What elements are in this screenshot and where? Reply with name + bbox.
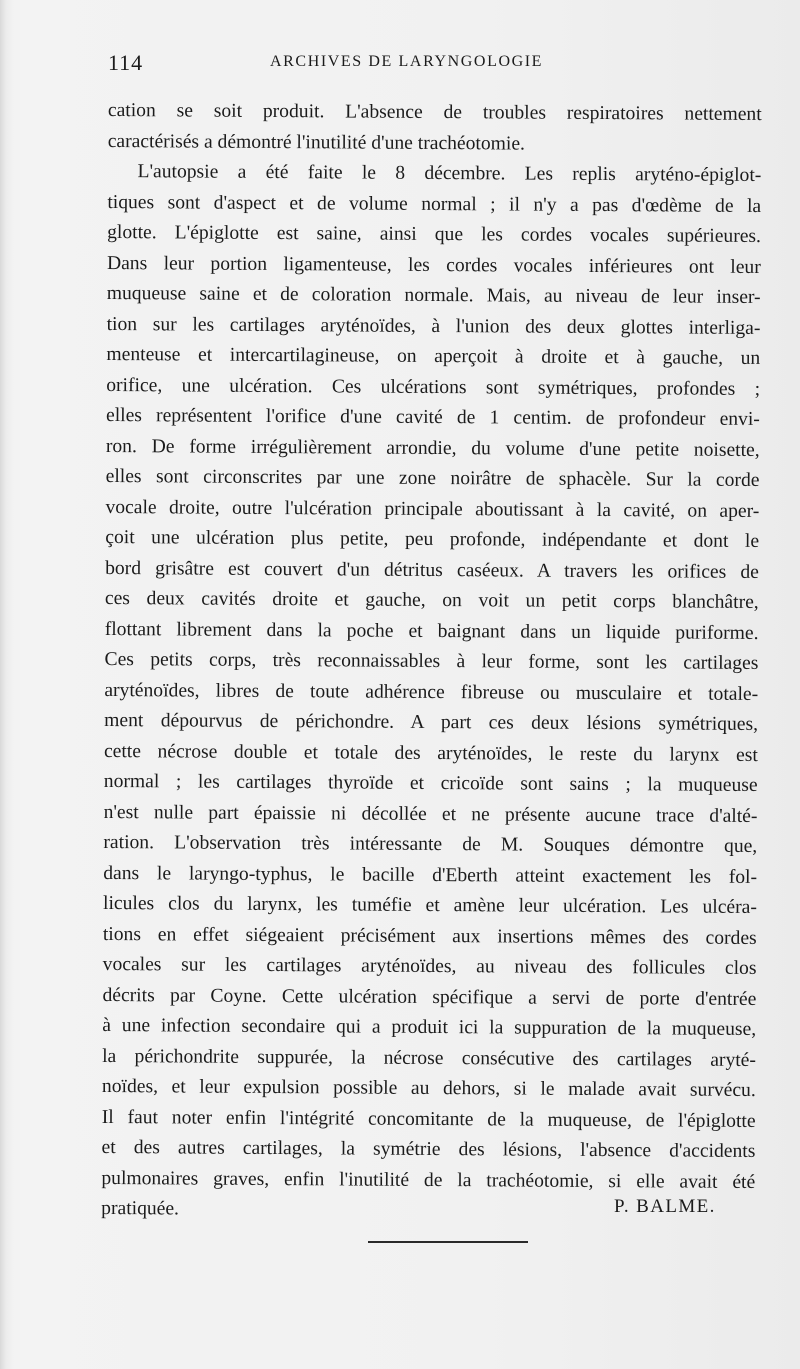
text-line: Dans leur portion ligamenteuse, les cordes vocales inférieures ont leur	[106, 252, 761, 278]
text-line: vocales sur les cartilages aryténoïdes, au niveau des follicules clos	[102, 953, 757, 979]
text-line: cette nécrose double et totale des aryténoïdes, le reste du larynx est	[103, 740, 758, 766]
text-line: ment dépourvus de périchondre. A part ces deux lésions symétriques,	[104, 709, 759, 735]
text-line: elles représentent l'orifice d'une cavité de 1 centim. de profondeur envi-	[105, 404, 760, 430]
text-line: menteuse et intercartilagineuse, on aperçoit à droite et à gauche, un	[106, 343, 761, 369]
text-line: dans le laryngo-typhus, le bacille d'Eberth atteint exactement les fol-	[103, 862, 758, 888]
text-line: Ces petits corps, très reconnaissables à leur forme, sont les cartilages	[104, 648, 759, 674]
text-line: caractérisés a démontré l'inutilité d'une trachéotomie.	[107, 130, 526, 155]
text-line: vocale droite, outre l'ulcération principale aboutissant à la cavité, on aper-	[105, 496, 760, 522]
text-line: noïdes, et leur expulsion possible au dehors, si le malade avait survécu.	[101, 1075, 756, 1101]
text-line: ces deux cavités droite et gauche, on voit un petit corps blanchâtre,	[104, 587, 759, 613]
text-line: glotte. L'épiglotte est saine, ainsi que les cordes vocales supérieures.	[107, 221, 762, 247]
text-line: décrits par Coyne. Cette ulcération spécifique a servi de porte d'entrée	[102, 984, 757, 1010]
text-line: pratiquée.	[101, 1197, 180, 1220]
text-line: flottant librement dans la poche et baignant dans un liquide puriforme.	[104, 618, 759, 644]
page-header	[108, 50, 768, 80]
text-line: à une infection secondaire qui a produit ici la suppuration de la muqueuse,	[102, 1014, 757, 1040]
body-paragraph	[101, 96, 762, 1228]
text-line: çoit une ulcération plus petite, peu profonde, indépendante et dont le	[105, 526, 760, 552]
running-title: ARCHIVES DE LARYNGOLOGIE	[270, 53, 544, 70]
text-line: et des autres cartilages, la symétrie des lésions, l'absence d'accidents	[101, 1136, 756, 1162]
text-line: tions en effet siégeaient précisément aux insertions mêmes des cordes	[102, 923, 757, 949]
text-line: aryténoïdes, libres de toute adhérence fibreuse ou musculaire et totale-	[104, 679, 759, 705]
text-line: tiques sont d'aspect et de volume normal ; il n'y a pas d'œdème de la	[107, 191, 762, 217]
text-line: pulmonaires graves, enfin l'inutilité de la trachéotomie, si elle avait été	[101, 1167, 756, 1193]
text-line: Il faut noter enfin l'intégrité concomitante de la muqueuse, de l'épiglotte	[101, 1106, 756, 1132]
author-signature: P. BALME.	[614, 1196, 716, 1217]
text-line: cation se soit produit. L'absence de troubles respiratoires nettement	[107, 99, 762, 125]
text-line: elles sont circonscrites par une zone noirâtre de sphacèle. Sur la corde	[105, 465, 760, 491]
text-line: n'est nulle part épaissie ni décollée et ne présente aucune trace d'alté-	[103, 801, 758, 827]
text-line: ron. De forme irrégulièrement arrondie, du volume d'une petite noisette,	[105, 435, 760, 461]
text-line: orifice, une ulcération. Ces ulcérations sont symétriques, profondes ;	[106, 374, 761, 400]
text-line: la périchondrite suppurée, la nécrose consécutive des cartilages aryté-	[102, 1045, 757, 1071]
text-line: muqueuse saine et de coloration normale. Mais, au niveau de leur inser-	[106, 282, 761, 308]
text-line: L'autopsie a été faite le 8 décembre. Les replis aryténo-épiglot-	[137, 161, 762, 186]
text-line: ration. L'observation très intéressante de M. Souques démontre que,	[103, 831, 758, 857]
text-line: tion sur les cartilages aryténoïdes, à l'union des deux glottes interliga-	[106, 313, 761, 339]
text-line: normal ; les cartilages thyroïde et cricoïde sont sains ; la muqueuse	[103, 770, 758, 796]
page-number: 114	[108, 50, 144, 75]
closing-rule	[368, 1241, 528, 1243]
text-line: licules clos du larynx, les tuméfie et amène leur ulcération. Les ulcéra-	[103, 892, 757, 918]
text-line: bord grisâtre est couvert d'un détritus caséeux. A travers les orifices de	[105, 557, 759, 583]
